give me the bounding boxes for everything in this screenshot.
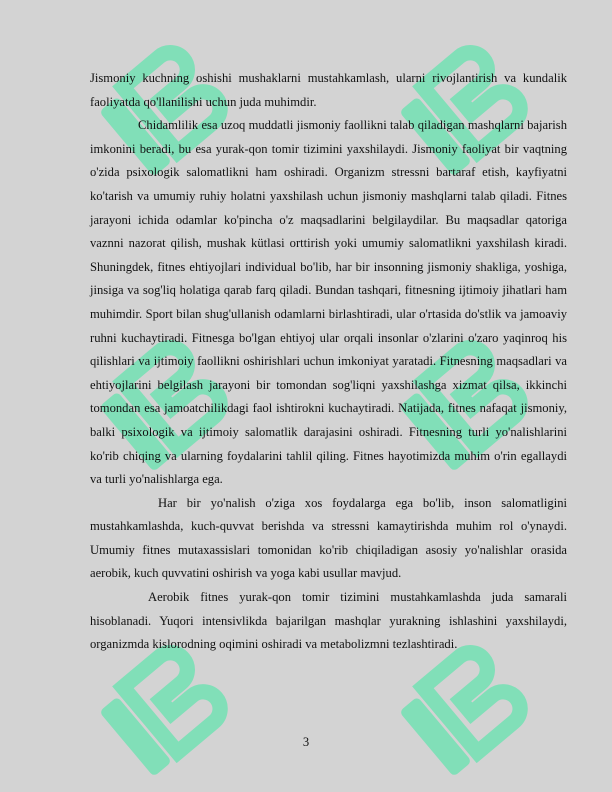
paragraph: Chidamlilik esa uzoq muddatli jismoniy faollikni talab qiladigan mashqlarni bajarish imkonini beradi, bu esa yurak-qon tomir tizimini yaxshilaydi. Jismoniy faoliyat bir vaqtning o'zida psixologik salomatlikni ham oshiradi. Organizm stressni bartaraf etish, kayfiyatni ko'tarish va umumiy ruhiy holatni yaxshilash uchun jismoniy mashqlarni talab qiladi. Fitnes jarayoni ichida odamlar ko'pincha o'z maqsadlarini belgilaydilar. Bu maqsadlar qatoriga vaznni nazorat qilish, mushak kütlasi orttirish yoki umumiy salomatlikni yaxshilash kiradi. Shuningdek, fitnes ehtiyojlari individual bo'lib, har bir insonning jismoniy shakliga, yoshiga, jinsiga va sog'liq holatiga qarab farq qiladi. Bundan tashqari, fitnesning ijtimoiy jihatlari ham muhimdir. Sport bilan shug'ullanish odamlarni birlashtiradi, ular o'rtasida do'stlik va jamoaviy ruhni kuchaytiradi. Fitnesga bo'lgan ehtiyoj ular orqali insonlar o'zlarini o'zaro yaqinroq his qilishlari va ijtimoiy faollikni oshirishlari uchun imkoniyat yaratadi. Fitnesning maqsadlari va ehtiyojlarini belgilash jarayoni bir tomondan sog'liqni yaxshilashga xizmat qilsa, ikkinchi tomondan esa jamoatchilikdagi faol ishtirokni kuchaytiradi. Natijada, fitnes nafaqat jismoniy, balki psixologik va ijtimoiy salomatlik darajasini oshiradi. Fitnesning turli yo'nalishlarini ko'rib chiqing va ularning foydalarini tahlil qiling. Fitnes hayotimizda muhim o'rin egallaydi va turli yo'nalishlarga ega. [90, 118, 567, 487]
paragraph: Har bir yo'nalish o'ziga xos foydalarga ega bo'lib, inson salomatligini mustahkamlashda, kuch-quvvat berishda va stressni kamaytirishda muhim rol o'ynaydi. Umumiy fitnes mutaxassislari tomonidan ko'rib chiqiladigan asosiy yo'nalishlar orasida aerobik, kuch quvvatini oshirish va yoga kabi usullar mavjud. [90, 495, 567, 581]
paragraph: Jismoniy kuchning oshishi mushaklarni mustahkamlash, ularni rivojlantirish va kundalik faoliyatda qo'llanilishi uchun juda muhimdir. [90, 71, 567, 109]
paragraph: Aerobik fitnes yurak-qon tomir tizimini mustahkamlashda juda samarali hisoblanadi. Yuqori intensivlikda bajarilgan mashqlar yurakning ishlashini yaxshilaydi, organizmda kislorodning oqimini oshiradi va metabolizmni tezlashtiradi. [90, 590, 567, 652]
page-number: 3 [302, 735, 310, 749]
body-text [90, 67, 567, 657]
